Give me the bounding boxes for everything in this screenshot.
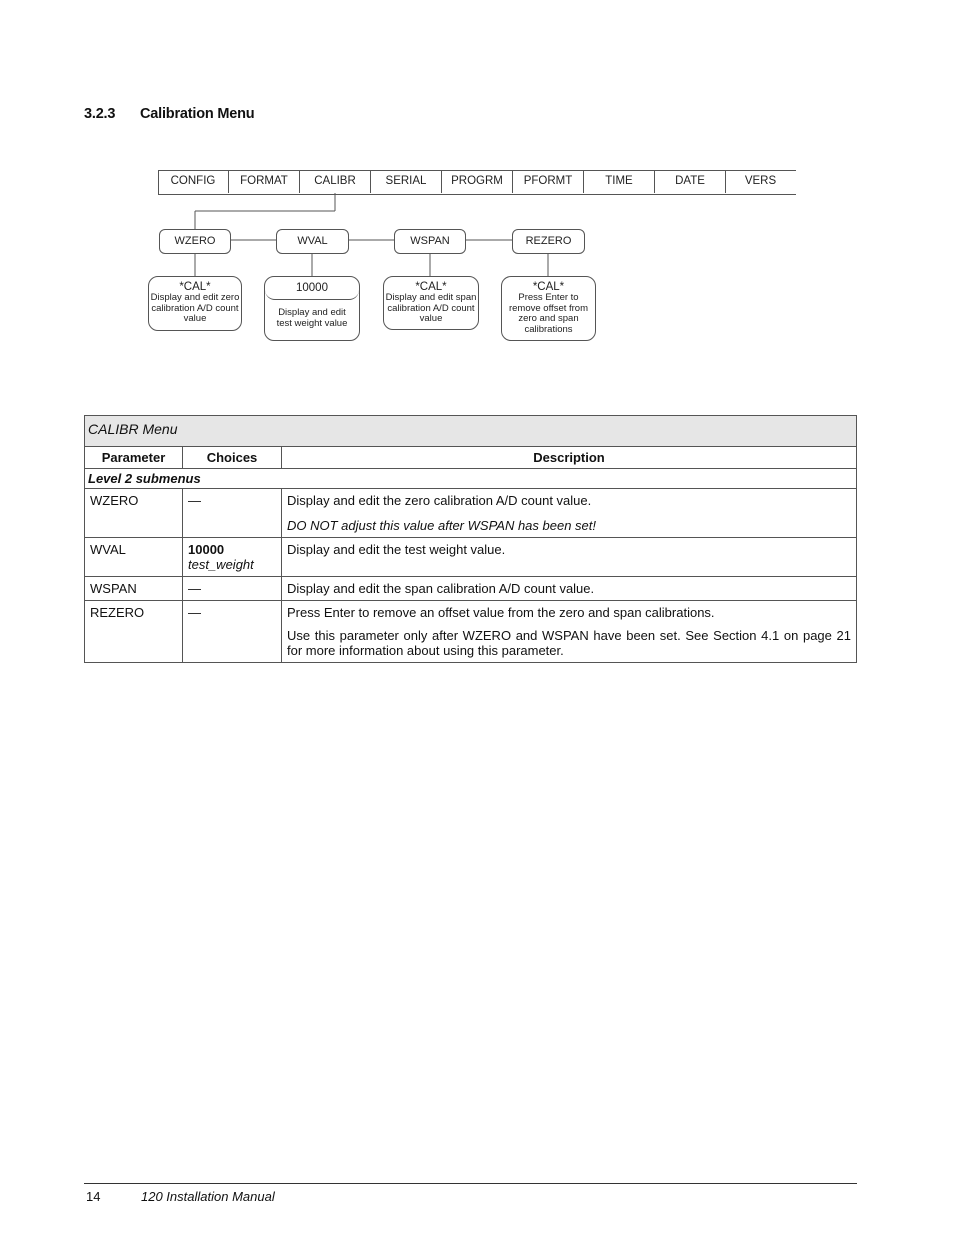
table-caption: CALIBR Menu [85, 416, 857, 447]
menu-item-calibr: CALIBR [300, 170, 371, 193]
leaf-wspan [383, 276, 479, 330]
row-parameter: WSPAN [85, 577, 183, 601]
leaf-wzero [148, 276, 242, 331]
row-parameter: WVAL [85, 538, 183, 577]
leaf-wval [264, 276, 360, 341]
submenu-wval: WVAL [276, 229, 349, 254]
submenu-wspan: WSPAN [394, 229, 466, 254]
footer-divider [84, 1183, 857, 1184]
leaf-wzero-desc: Display and edit zero calibration A/D count value [150, 292, 240, 324]
row-description [282, 601, 857, 663]
section-number: 3.2.3 [84, 106, 116, 122]
row-description-text: Display and edit the zero calibration A/D count value. [287, 493, 592, 508]
table-row [85, 577, 857, 601]
row-description: Display and edit the test weight value. [282, 538, 857, 577]
menu-item-date: DATE [655, 170, 726, 193]
row-choices-default: 10000 [188, 542, 225, 557]
section-title: Calibration Menu [140, 106, 255, 122]
row-choices-sub: test_weight [188, 557, 254, 572]
table-row [85, 538, 857, 577]
row-description-warning: DO NOT adjust this value after WSPAN has been set! [287, 518, 596, 533]
row-choices: — [183, 601, 282, 663]
row-description: Display and edit the span calibration A/D count value. [282, 577, 857, 601]
row-description-text: Press Enter to remove an offset value from the zero and span calibrations. [287, 605, 715, 620]
row-parameter: WZERO [85, 489, 183, 538]
row-description [282, 489, 857, 538]
leaf-wspan-value: *CAL* [415, 281, 447, 293]
leaf-wval-desc: Display and edit test weight value [276, 307, 348, 329]
menu-item-time: TIME [584, 170, 655, 193]
leaf-rezero-value: *CAL* [532, 281, 565, 293]
header-parameter: Parameter [85, 447, 183, 469]
submenu-rezero: REZERO [512, 229, 585, 254]
leaf-wval-value: 10000 [265, 277, 359, 300]
table-row [85, 601, 857, 663]
leaf-wzero-value: *CAL* [179, 281, 211, 293]
row-choices: — [183, 489, 282, 538]
menu-item-pformt: PFORMT [513, 170, 584, 193]
table-level-row [85, 469, 857, 489]
menu-item-format: FORMAT [229, 170, 300, 193]
row-choices: — [183, 577, 282, 601]
diagram-connectors [0, 0, 954, 400]
footer-manual-title: 120 Installation Manual [141, 1189, 275, 1204]
menu-item-progrm: PROGRM [442, 170, 513, 193]
row-choices [183, 538, 282, 577]
calibr-menu-table [84, 415, 857, 663]
row-parameter: REZERO [85, 601, 183, 663]
table-header-row [85, 447, 857, 469]
header-choices: Choices [183, 447, 282, 469]
menu-item-serial: SERIAL [371, 170, 442, 193]
leaf-rezero-desc: Press Enter to remove offset from zero and span calibrations [508, 292, 589, 335]
menu-item-vers: VERS [744, 175, 777, 187]
table-row [85, 489, 857, 538]
submenu-wzero: WZERO [159, 229, 231, 254]
level-label: Level 2 submenus [85, 469, 857, 489]
row-description-note: Use this parameter only after WZERO and WSPAN have been set. See Section 4.1 on page 21 for more information about using this parameter. [287, 628, 851, 658]
table-caption-row [85, 416, 857, 447]
header-description: Description [282, 447, 857, 469]
footer-page-number: 14 [86, 1189, 101, 1204]
leaf-rezero [501, 276, 596, 341]
leaf-wspan-desc: Display and edit span calibration A/D count value [385, 292, 477, 324]
menu-item-config: CONFIG [158, 170, 229, 193]
